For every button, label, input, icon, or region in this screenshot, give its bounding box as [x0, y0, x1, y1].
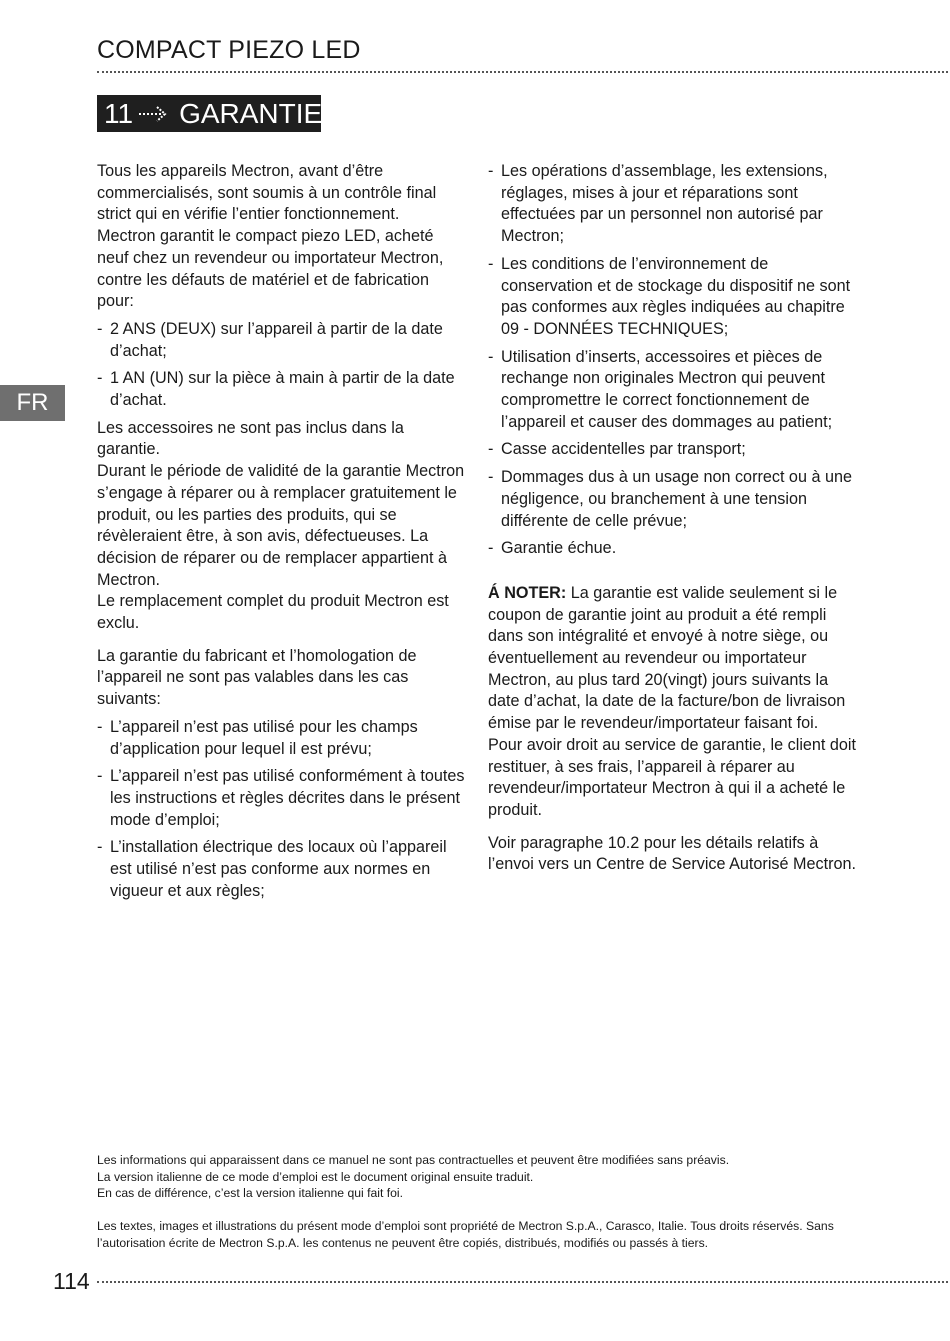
exclusions-list-left	[97, 717, 467, 903]
shipping-reference-paragraph: Voir paragraphe 10.2 pour les détails relatifs à l’envoi vers un Centre de Service Autorisé Mectron.	[488, 833, 856, 874]
list-item: - 2 ANS (DEUX) sur l’appareil à partir de la date d’achat;	[97, 319, 467, 362]
replacement-paragraph: Le remplacement complet du produit Mectron est exclu.	[97, 592, 449, 633]
exclusions-list-right	[488, 161, 858, 560]
dotted-arrow-icon	[137, 104, 171, 124]
service-paragraph: Pour avoir droit au service de garantie, le client doit restituer, à ses frais, l’appareil à réparer au revendeur/importateur Mectron à qui il a acheté le produit.	[488, 735, 857, 819]
warranty-scope-paragraph: Mectron garantit le compact piezo LED, acheté neuf chez un revendeur ou importateur Mectron, contre les défauts de matériel et de fabrication pour:	[97, 227, 444, 311]
list-item: - L’appareil n’est pas utilisé conformément à toutes les instructions et règles décrites dans le présent mode d’emploi;	[97, 766, 467, 831]
right-column	[488, 161, 858, 876]
list-item: - Casse accidentelles par transport;	[488, 439, 858, 461]
list-item: - Utilisation d’inserts, accessoires et pièces de rechange non originales Mectron qui peuvent compromettre le correct fonctionnement de l’appareil et causer des dommages au patient;	[488, 347, 858, 434]
copyright-text: Les textes, images et illustrations du présent mode d’emploi sont propriété de Mectron S.p.A., Carasco, Italie. Tous droits réservés. Sans l’autorisation écrite de Mectron S.p.A. les contenus ne peuvent être copiés, distribués, modifiés ou passés à tiers.	[97, 1219, 834, 1250]
document-header-title: COMPACT PIEZO LED	[97, 36, 361, 64]
list-item: - Les opérations d’assemblage, les extensions, réglages, mises à jour et réparations sont effectuées par un personnel non autorisé par Mectron;	[488, 161, 858, 248]
list-item: - L’appareil n’est pas utilisé pour les champs d’application pour lequel il est prévu;	[97, 717, 467, 760]
footer-line: Les informations qui apparaissent dans ce manuel ne sont pas contractuelles et peuvent être modifiées sans préavis.	[97, 1153, 730, 1167]
list-item: - Les conditions de l’environnement de conservation et de stockage du dispositif ne sont pas conformes aux règles indiquées au chapitre 09 - DONNÉES TECHNIQUES;	[488, 254, 858, 341]
footer-line: En cas de différence, c’est la version italienne qui fait foi.	[97, 1186, 403, 1201]
footer-line: La version italienne de ce mode d’emploi est le document original ensuite traduit.	[97, 1169, 534, 1184]
section-number: 11	[104, 97, 134, 129]
list-item: - Dommages dus à un usage non correct ou à une négligence, ou branchement à une tension différente de celle prévue;	[488, 467, 858, 532]
accessories-paragraph: Les accessoires ne sont pas inclus dans la garantie.	[97, 418, 404, 459]
exclusions-intro-paragraph: La garantie du fabricant et l’homologation de l’appareil ne sont pas valables dans les cas suivants:	[97, 646, 417, 709]
repair-paragraph: Durant le période de validité de la garantie Mectron s’engage à réparer ou à remplacer gratuitement le produit, ou les parties des produits, qui se révèleraient être, à son avis, défectueuses. La décision de réparer ou de remplacer appartient à Mectron.	[97, 462, 465, 589]
list-item: - L’installation électrique des locaux où l’appareil est utilisé n’est pas conforme aux normes en vigueur et aux règles;	[97, 837, 467, 902]
note-label: Á NOTER:	[488, 583, 567, 602]
note-paragraph	[488, 583, 858, 735]
footer-disclaimer	[97, 1152, 857, 1202]
note-text: La garantie est valide seulement si le coupon de garantie joint au produit a été rempli dans son intégralité et envoyé à notre siège, ou éventuellement au revendeur ou importateur Mectron, au plus tard 20(vingt) jours suivants la date d’achat, la date de la facture/bon de livraison émise par le revendeur/importateur faisant foi.	[488, 583, 846, 733]
footer-dotted-rule	[97, 1281, 948, 1283]
section-title: GARANTIE	[179, 97, 323, 129]
list-item: - Garantie échue.	[488, 538, 858, 560]
footer-copyright	[97, 1218, 857, 1251]
intro-paragraph: Tous les appareils Mectron, avant d’être commercialisés, sont soumis à un contrôle final strict qui en vérifie l’entier fonctionnement.	[97, 162, 437, 224]
list-item: - 1 AN (UN) sur la pièce à main à partir de la date d’achat.	[97, 368, 467, 411]
header-dotted-rule	[97, 71, 948, 73]
warranty-duration-list	[97, 319, 467, 412]
language-tab: FR	[0, 385, 65, 421]
left-column	[97, 161, 467, 909]
page-number: 114	[53, 1268, 90, 1294]
section-heading	[97, 95, 321, 132]
